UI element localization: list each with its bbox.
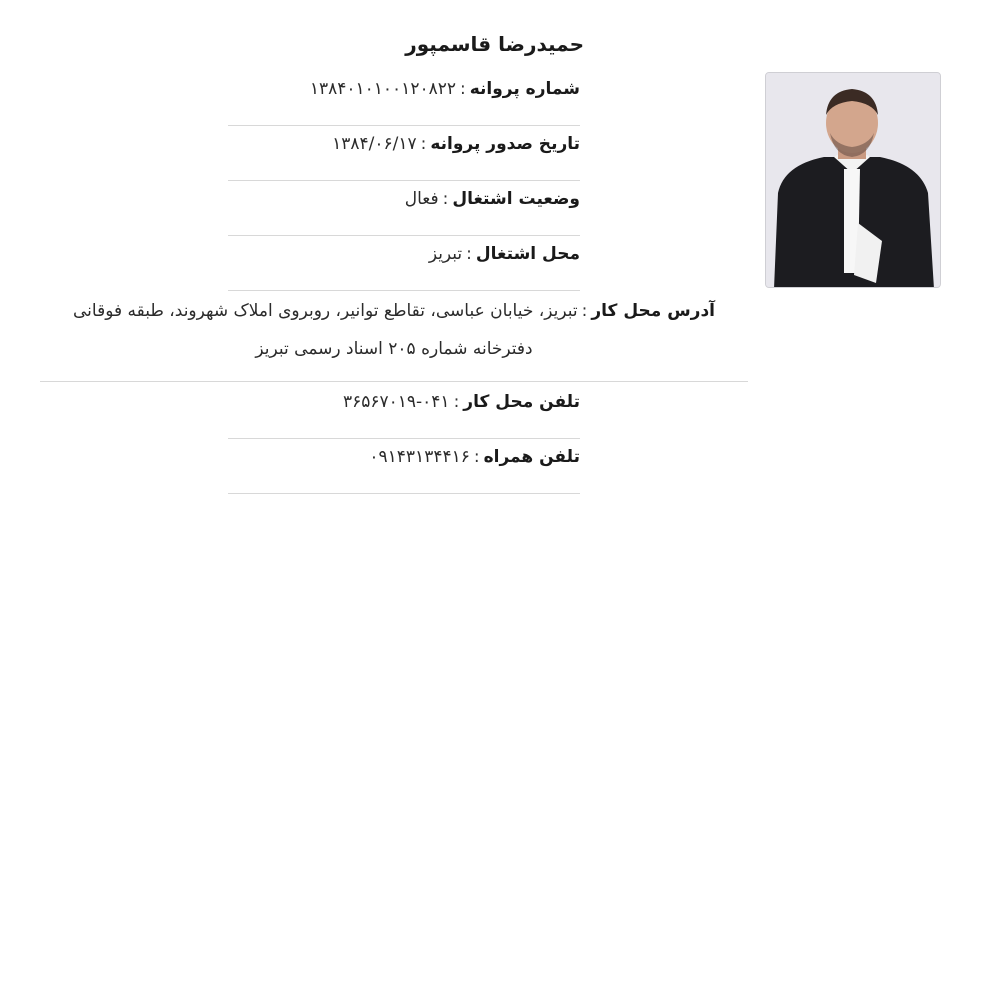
lawyer-photo bbox=[765, 72, 941, 288]
work-address-line1: تبریز، خیابان عباسی، تقاطع توانیر، روبروی املاک شهروند، طبقه فوقانی bbox=[72, 301, 578, 321]
mobile-phone-row bbox=[228, 440, 580, 494]
employment-status-value: فعال bbox=[404, 189, 439, 209]
mobile-phone-value[interactable]: ۰۹۱۴۳۱۳۴۴۱۶ bbox=[369, 447, 470, 467]
license-number-value: ۱۳۸۴۰۱۰۱۰۰۱۲۰۸۲۲ bbox=[309, 79, 456, 99]
license-date-label: تاریخ صدور پروانه bbox=[430, 134, 580, 154]
license-number-row bbox=[228, 72, 580, 126]
separator: : bbox=[473, 447, 480, 467]
work-phone-value[interactable]: ۰۴۱-۳۶۵۶۷۰۱۹ bbox=[342, 392, 450, 412]
work-phone-label: تلفن محل کار bbox=[463, 392, 580, 412]
separator: : bbox=[466, 244, 472, 264]
separator: : bbox=[581, 301, 588, 321]
employment-status-row bbox=[228, 182, 580, 236]
license-date-value: ۱۳۸۴/۰۶/۱۷ bbox=[332, 134, 417, 154]
license-number-label: شماره پروانه bbox=[469, 79, 580, 99]
lawyer-name: حمیدرضا قاسمپور bbox=[405, 32, 584, 56]
workplace-city-value: تبریز bbox=[428, 244, 463, 264]
work-address-line1-wrap bbox=[40, 292, 748, 330]
work-address-line2: دفترخانه شماره ۲۰۵ اسناد رسمی تبریز bbox=[255, 339, 533, 359]
separator: : bbox=[453, 392, 460, 412]
separator: : bbox=[442, 189, 449, 209]
separator: : bbox=[420, 134, 427, 154]
portrait-icon bbox=[765, 73, 940, 288]
license-date-row bbox=[228, 127, 580, 181]
mobile-phone-label: تلفن همراه bbox=[483, 447, 580, 467]
employment-status-label: وضعیت اشتغال bbox=[452, 189, 580, 209]
workplace-city-label: محل اشتغال bbox=[475, 244, 580, 264]
work-address-row bbox=[40, 292, 748, 382]
work-phone-row bbox=[228, 385, 580, 439]
separator: : bbox=[459, 79, 466, 99]
workplace-city-row bbox=[228, 237, 580, 291]
work-address-label: آدرس محل کار bbox=[591, 301, 715, 321]
